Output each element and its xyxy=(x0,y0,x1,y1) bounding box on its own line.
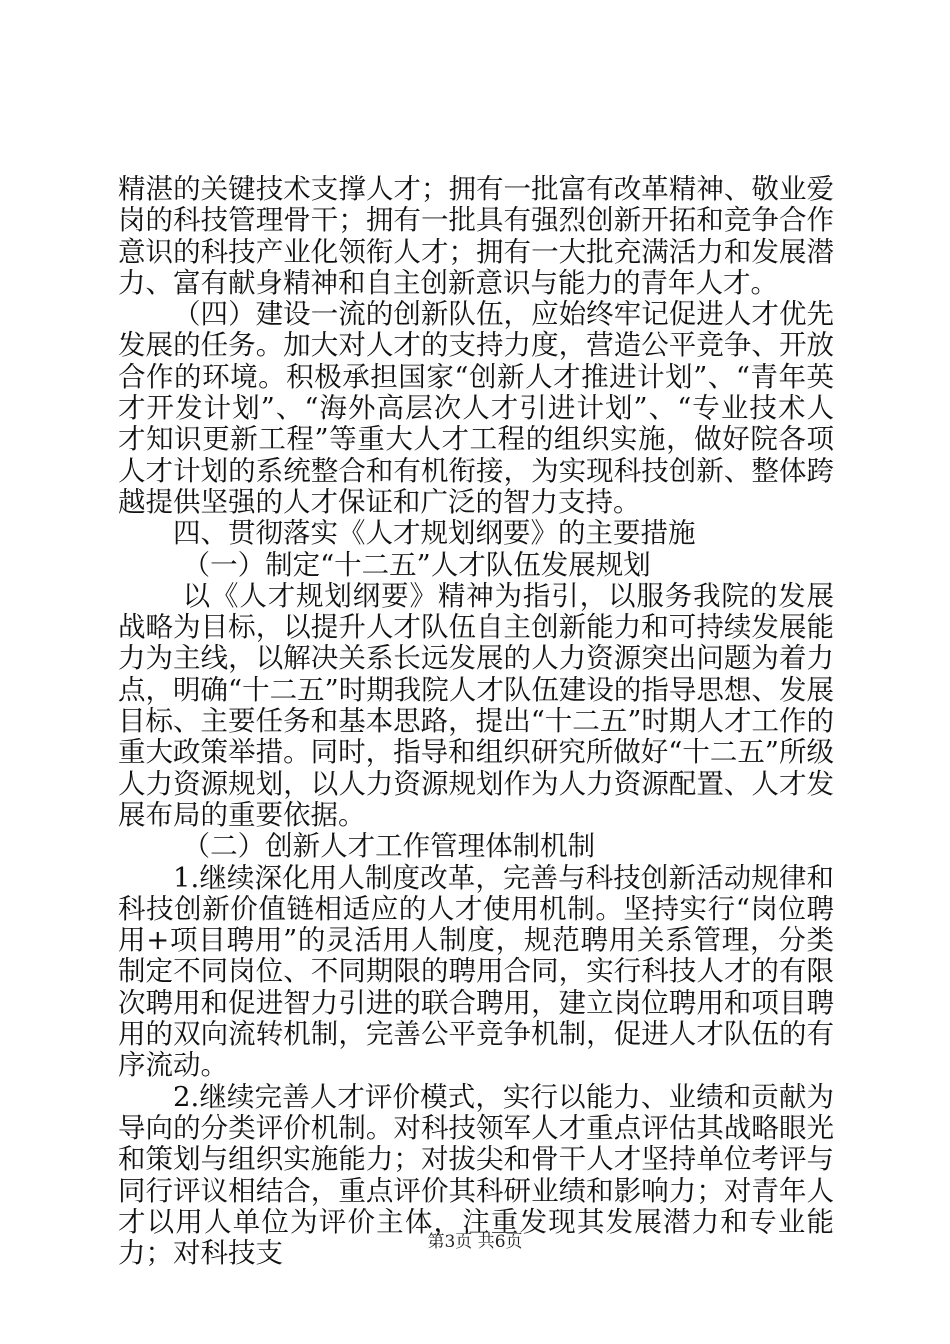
document-body xyxy=(118,174,834,1269)
paragraph-development-plan: 以《人才规划纲要》精神为指引，以服务我院的发展战略为目标，以提升人才队伍自主创新能力和可持续发展能力为主线，以解决关系长远发展的人力资源突出问题为着力点，明确“十二五”时期我院人才队伍建设的指导思想、发展目标、主要任务和基本思路，提出“十二五”时期人才工作的重大政策举措。同时，指导和组织研究所做好“十二五”所级人力资源规划，以人力资源规划作为人力资源配置、人才发展布局的重要依据。 xyxy=(118,579,834,831)
subheading-management-mechanism: （二）创新人才工作管理体制机制 xyxy=(182,830,596,863)
page-number-footer: 第3页 共6页 xyxy=(427,1232,523,1252)
section-heading-main-measures: 四、贯彻落实《人才规划纲要》的主要措施 xyxy=(173,517,696,550)
paragraph-employment-reform: 1.继续深化用人制度改革，完善与科技创新活动规律和科技创新价值链相适应的人才使用机制。坚持实行“岗位聘用+项目聘用”的灵活用人制度，规范聘用关系管理，分类制定不同岗位、不同期限的聘用合同，实行科技人才的有限次聘用和促进智力引进的联合聘用，建立岗位聘用和项目聘用的双向流转机制，完善公平竞争机制，促进人才队伍的有序流动。 xyxy=(118,861,834,1082)
paragraph-evaluation-model: 2.继续完善人才评价模式，实行以能力、业绩和贡献为导向的分类评价机制。对科技领军人才重点评估其战略眼光和策划与组织实施能力；对拔尖和骨干人才坚持单位考评与同行评议相结合，重点评价其科研业绩和影响力；对青年人才以用人单位为评价主体，注重发现其发展潜力和专业能力；对科技支 xyxy=(118,1080,834,1270)
subheading-development-plan: （一）制定“十二五”人才队伍发展规划 xyxy=(182,548,651,581)
paragraph-innovation-team: （四）建设一流的创新队伍，应始终牢记促进人才优先发展的任务。加大对人才的支持力度，营造公平竞争、开放合作的环境。积极承担国家“创新人才推进计划”、“青年英才开发计划”、“海外高层次人才引进计划”、“专业技术人才知识更新工程”等重大人才工程的组织实施，做好院各项人才计划的系统整合和有机衔接，为实现科技创新、整体跨越提供坚强的人才保证和广泛的智力支持。 xyxy=(118,298,834,518)
paragraph-talent-continuation: 精湛的关键技术支撑人才；拥有一批富有改革精神、敬业爱岗的科技管理骨干；拥有一批具有强烈创新开拓和竞争合作意识的科技产业化领衔人才；拥有一大批充满活力和发展潜力、富有献身精神和自主创新意识与能力的青年人才。 xyxy=(118,173,834,299)
